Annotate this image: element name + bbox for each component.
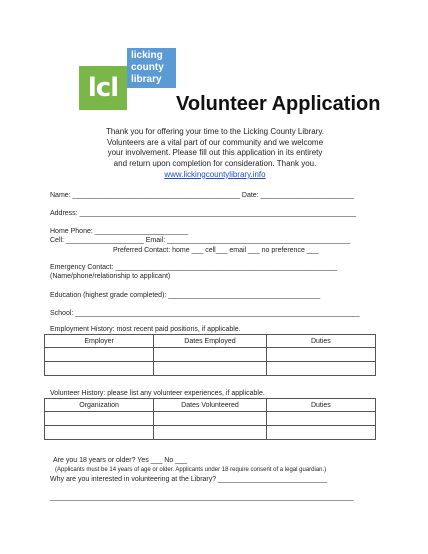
logo-word-2: county bbox=[131, 62, 164, 73]
table-cell[interactable] bbox=[266, 412, 375, 426]
school-field[interactable]: School: _________________________________________________________________________ bbox=[50, 310, 360, 317]
column-header: Duties bbox=[266, 399, 375, 412]
table-header-row bbox=[45, 335, 376, 348]
name-date-field[interactable]: Name: ___________________________________________ Date: ________________________ bbox=[50, 192, 355, 199]
column-header: Employer bbox=[45, 335, 154, 348]
logo-word-1: licking bbox=[131, 50, 163, 61]
interest-answer-line[interactable]: ______________________________________________________________________________ bbox=[50, 494, 354, 501]
table-header-row bbox=[45, 399, 376, 412]
volunteer-table bbox=[44, 398, 376, 440]
page-title: Volunteer Application bbox=[176, 93, 381, 115]
preferred-contact-field[interactable]: Preferred Contact: home ___ cell___ email ___ no preference ___ bbox=[113, 247, 319, 254]
table-cell[interactable] bbox=[154, 426, 267, 440]
column-header: Dates Employed bbox=[154, 335, 267, 348]
column-header: Organization bbox=[45, 399, 154, 412]
employment-table bbox=[44, 334, 376, 376]
table-row[interactable] bbox=[45, 426, 376, 440]
age-note: (Applicants must be 14 years of age or older. Applicants under 18 require consent of a legal guardian.) bbox=[55, 467, 327, 473]
intro-line: and return upon completion for consideration. Thank you. bbox=[113, 159, 317, 169]
interest-question[interactable]: Why are you interested in volunteering at the Library? ____________________________ bbox=[50, 476, 328, 483]
employment-heading: Employment History: most recent paid positions, if applicable. bbox=[50, 326, 241, 333]
table-cell[interactable] bbox=[45, 426, 154, 440]
table-row[interactable] bbox=[45, 348, 376, 362]
emergency-contact-hint: (Name/phone/relationship to applicant) bbox=[50, 273, 171, 280]
table-row[interactable] bbox=[45, 412, 376, 426]
table-cell[interactable] bbox=[154, 412, 267, 426]
logo-mark: lcl bbox=[79, 66, 127, 110]
table-cell[interactable] bbox=[154, 348, 267, 362]
intro-line: Thank you for offering your time to the Licking County Library. bbox=[105, 127, 325, 136]
education-field[interactable]: Education (highest grade completed): _______________________________________ bbox=[50, 292, 321, 299]
table-cell[interactable] bbox=[266, 348, 375, 362]
address-field[interactable]: Address: _______________________________________________________________________ bbox=[50, 210, 356, 217]
home-phone-field[interactable]: Home Phone: ________________________ bbox=[50, 228, 189, 235]
volunteer-heading: Volunteer History: please list any volunteer experiences, if applicable. bbox=[50, 390, 265, 397]
intro-line: your involvement. Please fill out this application in its entirety bbox=[107, 148, 323, 158]
cell-email-field[interactable]: Cell: ____________________ Email: _______________________________________________ bbox=[50, 237, 351, 244]
website-link[interactable]: www.lickingcountylibrary.info bbox=[164, 169, 266, 179]
table-cell[interactable] bbox=[266, 362, 375, 376]
intro-text bbox=[60, 127, 370, 181]
table-cell[interactable] bbox=[266, 426, 375, 440]
emergency-contact-field[interactable]: Emergency Contact: _________________________________________________________ bbox=[50, 264, 338, 271]
table-cell[interactable] bbox=[45, 412, 154, 426]
logo-library-name bbox=[127, 48, 176, 88]
column-header: Dates Volunteered bbox=[154, 399, 267, 412]
table-row[interactable] bbox=[45, 362, 376, 376]
column-header: Duties bbox=[266, 335, 375, 348]
age-question[interactable]: Are you 18 years or older? Yes ___ No ___ bbox=[53, 457, 187, 464]
intro-line: Volunteers are a vital part of our community and we welcome bbox=[106, 137, 324, 147]
logo-word-3: library bbox=[131, 74, 162, 85]
table-cell[interactable] bbox=[45, 348, 154, 362]
table-cell[interactable] bbox=[45, 362, 154, 376]
table-cell[interactable] bbox=[154, 362, 267, 376]
